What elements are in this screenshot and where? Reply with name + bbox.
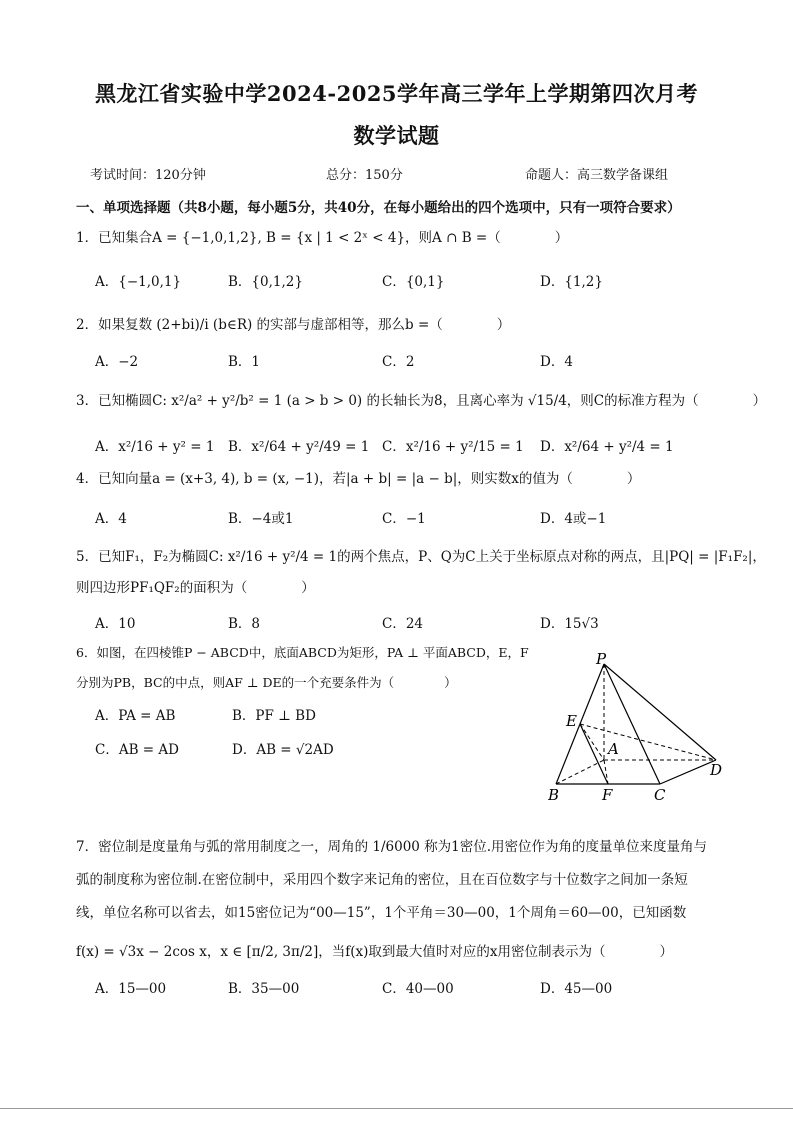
q2-option-d[interactable]: D．4: [540, 354, 573, 370]
q1-option-a[interactable]: A．{−1,0,1}: [95, 274, 182, 290]
q5-option-a[interactable]: A．10: [95, 616, 136, 632]
vertex-label-a: A: [608, 740, 619, 758]
vertex-label-c: C: [654, 786, 666, 802]
vertex-label-e: E: [566, 712, 577, 730]
question-4-stem: 4．已知向量a = (x+3, 4), b = (x, −1)，若|a + b| = |a − b|，则实数x的值为（ ）: [76, 471, 641, 487]
exam-time: 考试时间：120分钟: [90, 168, 206, 183]
q7-option-b[interactable]: B．35—00: [228, 981, 300, 997]
q5-option-b[interactable]: B．8: [228, 616, 261, 632]
question-7-stem-line4: f(x) = √3x − 2cos x，x ∈ [π/2, 3π/2]，当f(x)取到最大值时对应的x用密位制表示为（ ）: [76, 944, 674, 960]
q3-option-c[interactable]: C．x²/16 + y²/15 = 1: [382, 439, 524, 455]
q6-option-c[interactable]: C．AB = AD: [95, 742, 179, 758]
q7-option-c[interactable]: C．40—00: [382, 981, 454, 997]
edge-cd: [660, 760, 716, 784]
q1-option-d[interactable]: D．{1,2}: [540, 274, 603, 290]
question-1-stem: 1．已知集合A = {−1,0,1,2}, B = {x | 1 < 2ˣ < 4}，则A ∩ B =（ ）: [76, 230, 569, 246]
q1-option-b[interactable]: B．{0,1,2}: [228, 274, 303, 290]
vertex-label-d: D: [710, 761, 723, 779]
question-3-stem: 3．已知椭圆C: x²/a² + y²/b² = 1 (a > b > 0) 的长轴长为8，且离心率为 √15/4，则C的标准方程为（ ）: [76, 393, 767, 409]
question-7-stem: 7．密位制是度量角与弧的常用制度之一，周角的 1/6000 称为1密位.用密位作为角的度量单位来度量角与: [76, 839, 708, 855]
q4-option-c[interactable]: C．−1: [382, 511, 426, 527]
pyramid-figure: [548, 652, 728, 802]
q4-option-b[interactable]: B．−4或1: [228, 511, 294, 527]
q4-option-a[interactable]: A．4: [95, 511, 127, 527]
question-5-stem: 5．已知F₁，F₂为椭圆C: x²/16 + y²/4 = 1的两个焦点，P、Q为C上关于坐标原点对称的两点，且|PQ| = |F₁F₂|，: [76, 549, 766, 565]
q2-option-b[interactable]: B．1: [228, 354, 261, 370]
page-subtitle: 数学试题: [353, 123, 440, 148]
q3-option-b[interactable]: B．x²/64 + y²/49 = 1: [228, 439, 370, 455]
q1-option-c[interactable]: C．{0,1}: [382, 274, 445, 290]
q4-option-d[interactable]: D．4或−1: [540, 511, 607, 527]
question-6-stem-line2: 分别为PB，BC的中点，则AF ⊥ DE的一个充要条件为（ ）: [76, 675, 457, 690]
page-title: 黑龙江省实验中学2024-2025学年高三学年上学期第四次月考: [94, 81, 699, 106]
edge-pd: [604, 664, 716, 760]
question-7-stem-line2: 弧的制度称为密位制.在密位制中，采用四个数字来记角的密位，且在百位数字与十位数字之间加一条短: [76, 872, 688, 888]
edge-ba: [556, 760, 604, 784]
q6-option-d[interactable]: D．AB = √2AD: [232, 742, 334, 758]
edge-pc: [604, 664, 660, 784]
question-6-stem: 6．如图，在四棱锥P − ABCD中，底面ABCD为矩形，PA ⊥ 平面ABCD，E，F: [76, 645, 529, 660]
q5-option-d[interactable]: D．15√3: [540, 616, 599, 632]
question-2-stem: 2．如果复数 (2+bi)/i (b∈R) 的实部与虚部相等，那么b =（ ）: [76, 317, 511, 333]
question-7-stem-line3: 线，单位名称可以省去，如15密位记为“00—15”，1个平角＝30—00，1个周角＝60—00，已知函数: [76, 905, 687, 921]
total-score: 总分：150分: [326, 168, 403, 183]
footer-divider: [0, 1108, 793, 1109]
vertex-label-b: B: [548, 786, 560, 802]
q7-option-d[interactable]: D．45—00: [540, 981, 613, 997]
vertex-label-f: F: [602, 786, 613, 802]
vertex-label-p: P: [596, 652, 607, 668]
segment-ef: [580, 724, 608, 784]
q6-option-b[interactable]: B．PF ⊥ BD: [232, 708, 316, 724]
q3-option-d[interactable]: D．x²/64 + y²/4 = 1: [540, 439, 674, 455]
setter: 命题人：高三数学备课组: [525, 168, 669, 183]
q7-option-a[interactable]: A．15—00: [95, 981, 167, 997]
q5-option-c[interactable]: C．24: [382, 616, 424, 632]
q2-option-c[interactable]: C．2: [382, 354, 415, 370]
q2-option-a[interactable]: A．−2: [95, 354, 139, 370]
q6-option-a[interactable]: A．PA = AB: [95, 708, 176, 724]
question-5-stem-line2: 则四边形PF₁QF₂的面积为（ ）: [76, 580, 315, 596]
q3-option-a[interactable]: A．x²/16 + y² = 1: [95, 439, 215, 455]
section-heading: 一、单项选择题（共8小题，每小题5分，共40分，在每小题给出的四个选项中，只有一项符合要求）: [76, 200, 681, 216]
